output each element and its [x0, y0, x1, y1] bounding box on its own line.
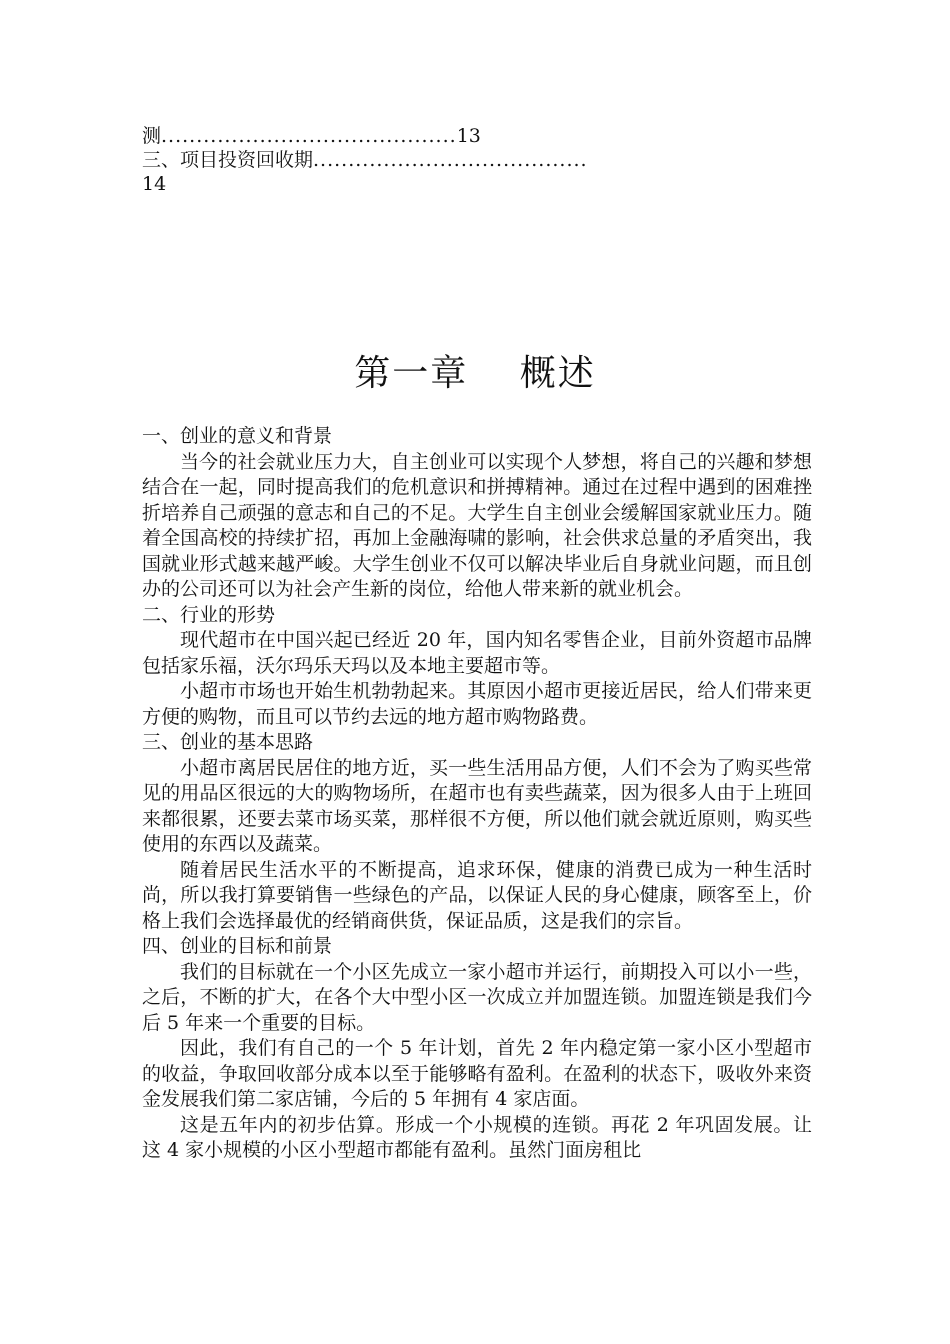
section-heading: 三、创业的基本思路 [142, 731, 314, 753]
body-paragraph: 因此，我们有自己的一个 5 年计划，首先 2 年内稳定第一家小区小型超市的收益，争取回收部分成本以至于能够略有盈利。在盈利的状态下，吸收外来资金发展我们第二家店铺，今后的 5 年拥有 4 家店面。 [142, 1037, 812, 1110]
toc-page-number: 14 [142, 173, 167, 195]
toc-entry-label: 测 [142, 125, 162, 147]
body-paragraph: 小超市市场也开始生机勃勃起来。其原因小超市更接近居民，给人们带来更方便的购物，而且可以节约去远的地方超市购物路费。 [142, 680, 812, 728]
body-paragraph: 随着居民生活水平的不断提高，追求环保，健康的消费已成为一种生活时尚，所以我打算要销售一些绿色的产品，以保证人民的身心健康，顾客至上，价格上我们会选择最优的经销商供货，保证品质，这是我们的宗旨。 [142, 858, 812, 932]
toc-entry-continuation[interactable] [142, 172, 822, 196]
section-heading: 一、创业的意义和背景 [142, 425, 333, 447]
toc-entry[interactable] [142, 124, 822, 148]
body-paragraph: 这是五年内的初步估算。形成一个小规模的连锁。再花 2 年巩固发展。让这 4 家小规模的小区小型超市都能有盈利。虽然门面房租比 [142, 1113, 812, 1161]
toc-entry[interactable] [142, 148, 822, 172]
chapter-title: 第一章 概述 [354, 353, 596, 394]
toc-entry-label: 三、项目投资回收期 [142, 149, 314, 171]
body-paragraph: 我们的目标就在一个小区先成立一家小超市并运行，前期投入可以小一些，之后，不断的扩大，在各个大中型小区一次成立并加盟连锁。加盟连锁是我们今后 5 年来一个重要的目标。 [142, 960, 812, 1034]
section-heading: 二、行业的形势 [142, 603, 276, 626]
toc-leader-dots: .......................................... [161, 125, 457, 147]
chapter-body [142, 424, 812, 1164]
toc-leader-dots: ....................................... [313, 149, 588, 171]
body-paragraph: 现代超市在中国兴起已经近 20 年，国内知名零售企业，目前外资超市品牌 包括家乐福，沃尔玛乐天玛以及本地主要超市等。 [142, 629, 812, 677]
body-paragraph: 当今的社会就业压力大，自主创业可以实现个人梦想，将自己的兴趣和梦想结合在一起，同时提高我们的危机意识和拼搏精神。通过在过程中遇到的困难挫折培养自己顽强的意志和自己的不足。大学生自主创业会缓解国家就业压力。随着全国高校的持续扩招，再加上金融海啸的影响，社会供求总量的矛盾突出，我国就业形式越来越严峻。大学生创业不仅可以解决毕业后自身就业问题，而且创办的公司还可以为社会产生新的岗位，给他人带来新的就业机会。 [142, 450, 812, 600]
table-of-contents [142, 124, 822, 196]
toc-page-number: 13 [456, 125, 481, 147]
section-heading: 四、创业的目标和前景 [142, 935, 333, 957]
body-paragraph: 小超市离居民居住的地方近，买一些生活用品方便，人们不会为了购买些常见的用品区很远的大的购物场所，在超市也有卖些蔬菜，因为很多人由于上班回来都很累，还要去菜市场买菜，那样很不方便，所以他们就会就近原则，购买些使用的东西以及蔬菜。 [142, 756, 812, 855]
